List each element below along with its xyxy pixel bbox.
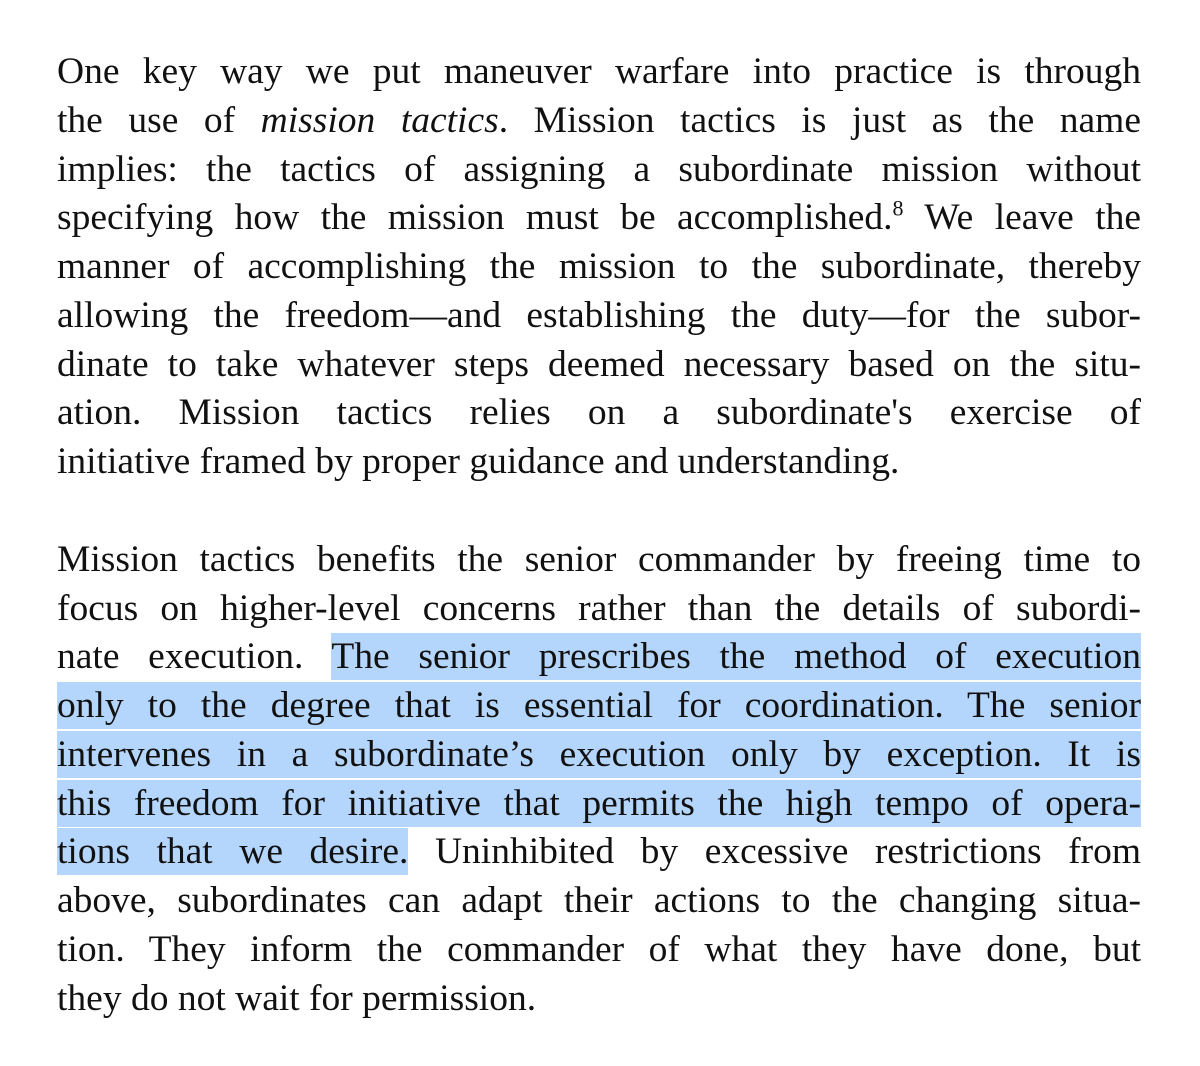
text-line: dinate to take whatever steps deemed necessary based on the situ- [57,343,1141,385]
text-run: nate execution. [57,636,332,678]
text-line: above, subordinates can adapt their actions to the changing situa- [57,880,1141,921]
text-run: specifying how the mission must be accomplished. [57,197,893,239]
text-run: the use of [57,99,261,141]
text-line: manner of accomplishing the mission to the subordinate, thereby [57,246,1141,287]
italic-term: mission tactics [260,99,499,141]
paragraph-spacer [57,487,1141,536]
text-line: initiative framed by proper guidance and understanding. [57,441,900,482]
highlighted-text[interactable]: only to the degree that is essential for coordination. The senior [57,682,1141,729]
highlighted-text[interactable]: intervenes in a subordinate’s execution only by exception. It is [57,731,1141,778]
document-page [57,48,1141,1023]
footnote-marker: 8 [892,195,904,221]
highlighted-text[interactable]: tions that we desire. [57,828,408,875]
text-line [57,97,1141,146]
text-line [57,731,1141,780]
text-line: focus on higher-level concerns rather than the details of subordi- [57,587,1141,629]
paragraph-mission-tactics-definition [57,48,1141,487]
text-line [57,682,1141,731]
text-run: Uninhibited by excessive restrictions from [408,831,1141,873]
text-run: . Mission tactics is just as the name [498,99,1141,141]
paragraph-mission-tactics-benefits [57,536,1141,1024]
text-line [57,828,1141,877]
text-line: implies: the tactics of assigning a subordinate mission without [57,148,1141,190]
text-line: allowing the freedom—and establishing the duty—for the subor- [57,294,1141,336]
text-line: ation. Mission tactics relies on a subordinate's exercise of [57,392,1141,434]
highlighted-text[interactable]: this freedom for initiative that permits the high tempo of opera- [57,780,1141,827]
text-run: We leave the [903,197,1142,239]
text-line: they do not wait for permission. [57,977,537,1019]
text-line [57,780,1141,829]
text-line: Mission tactics benefits the senior commander by freeing time to [57,538,1141,580]
highlighted-text[interactable]: The senior prescribes the method of execution [331,633,1141,680]
text-line [57,194,1141,243]
text-line: tion. They inform the commander of what they have done, but [57,928,1141,970]
text-line: One key way we put maneuver warfare into practice is through [57,51,1141,92]
text-line [57,633,1141,682]
